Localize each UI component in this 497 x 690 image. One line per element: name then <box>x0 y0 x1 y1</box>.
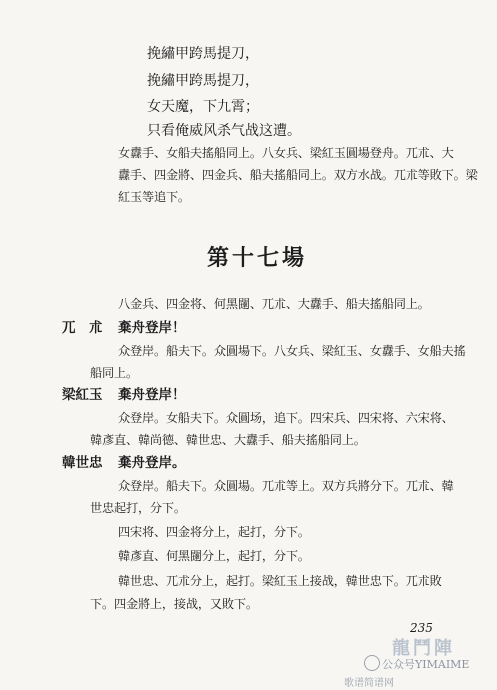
stage-direction-line: 四宋将、四金将分上，起打，分下。 <box>118 525 310 539</box>
spoken-line: 棄舟登岸。 <box>118 455 186 471</box>
stage-direction-line: 世忠起打，分下。 <box>90 501 186 515</box>
stage-direction-line: 船同上。 <box>90 366 138 380</box>
verse-line-2: 挽繡甲跨馬提刀， <box>147 73 259 89</box>
stage-direction-line: 纛手、四金將、四金兵、船夫搖船同上。双方水战。兀朮等敗下。梁 <box>118 168 478 182</box>
stage-direction-line: 韓彥直、韓尚德、韓世忠、大纛手、船夫搖船同上。 <box>90 433 366 447</box>
stage-direction-line: 韓世忠、兀朮分上，起打。梁紅玉上接战，韓世忠下。兀朮敗 <box>118 574 442 588</box>
spoken-line: 棄舟登岸！ <box>118 320 186 336</box>
scene-intro: 八金兵、四金将、何黑闥、兀朮、大纛手、船夫搖船同上。 <box>118 297 430 311</box>
watermark-account: 公众号YIMAIME <box>382 658 470 671</box>
watermark-logo: 龍鬥陣 <box>392 638 455 659</box>
stage-direction-line: 女纛手、女船夫搖船同上。八女兵、梁紅玉圓場登舟。兀朮、大 <box>118 146 454 160</box>
speaker-name: 韓世忠 <box>62 455 103 471</box>
stage-direction-line: 众登岸。女船夫下。众圓场，追下。四宋兵、四宋将、六宋将、 <box>118 411 454 425</box>
verse-line-3: 女天魔，下九霄； <box>147 99 259 115</box>
wechat-icon <box>364 655 380 671</box>
stage-direction-line: 下。四金將上，接战，又敗下。 <box>90 597 258 611</box>
stage-direction-line: 众登岸。船夫下。众圓場下。八女兵、梁紅玉、女纛手、女船夫搖 <box>118 344 466 358</box>
page-number: 235 <box>410 621 433 635</box>
stage-direction-line: 众登岸。船夫下。众圓場。兀朮等上。双方兵將分下。兀朮、韓 <box>118 479 454 493</box>
speaker-name: 梁紅玉 <box>62 387 103 403</box>
verse-line-4: 只看俺威风杀气战这遭。 <box>147 123 301 139</box>
watermark-site: 歌谱简谱网 <box>344 678 394 689</box>
scene-title: 第十七場 <box>207 245 308 271</box>
speaker-name: 兀 朮 <box>62 320 103 336</box>
stage-direction-line: 紅玉等追下。 <box>118 190 190 204</box>
verse-line-1: 挽繡甲跨馬提刀， <box>147 46 259 62</box>
spoken-line: 棄舟登岸！ <box>118 387 186 403</box>
stage-direction-line: 韓彥直、何黑闥分上，起打，分下。 <box>118 549 310 563</box>
